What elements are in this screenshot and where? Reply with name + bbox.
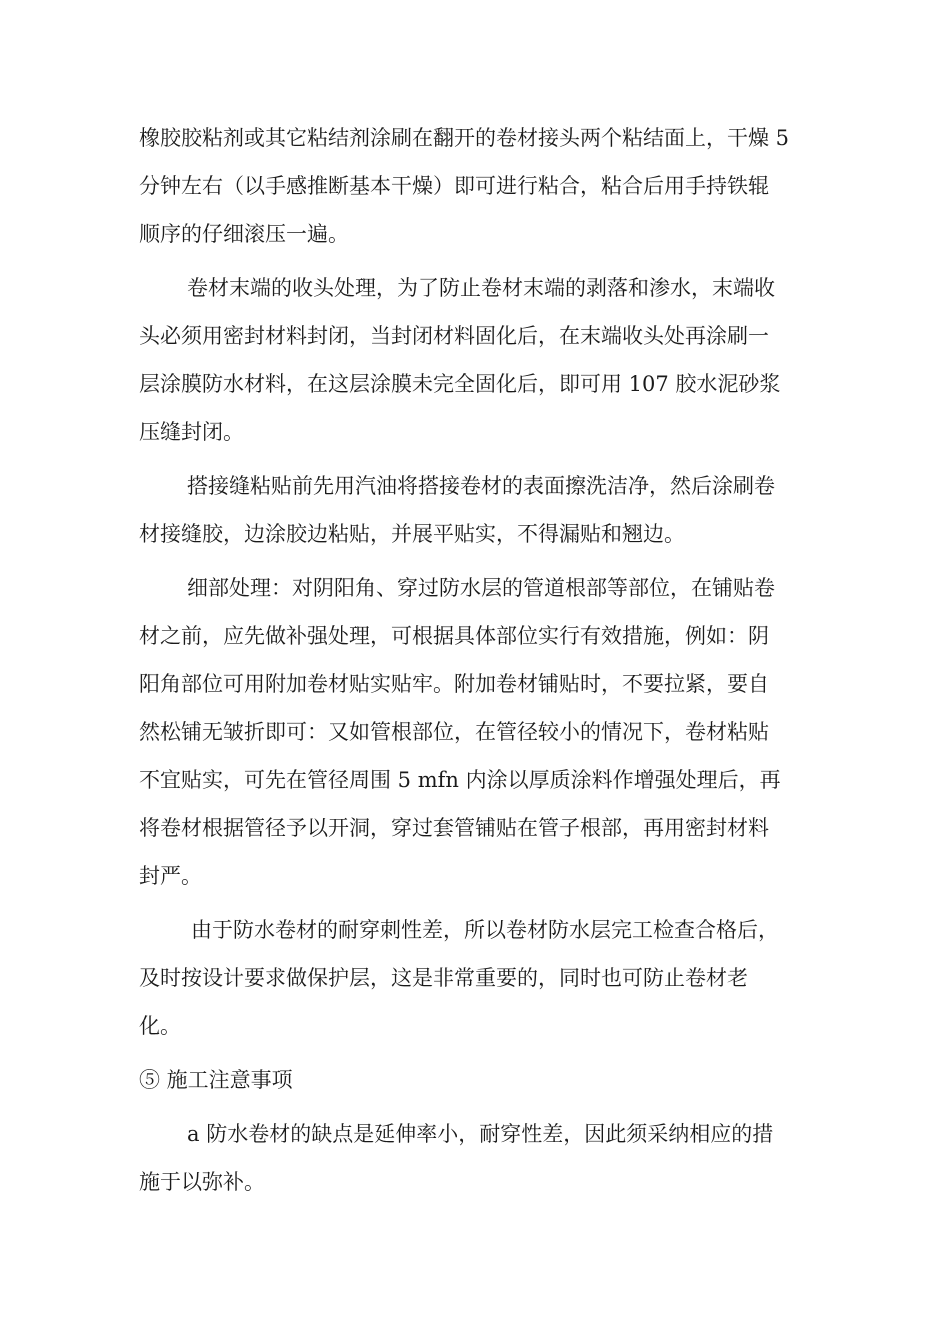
paragraph-line: 分钟左右（以手感推断基本干燥）即可进行粘合，粘合后用手持铁辊 xyxy=(139,174,769,198)
paragraph-line: 橡胶胶粘剂或其它粘结剂涂刷在翻开的卷材接头两个粘结面上，干燥 5 xyxy=(139,126,790,150)
paragraph-seam-bonding xyxy=(139,470,829,566)
paragraph-line: 施于以弥补。 xyxy=(139,1170,265,1194)
paragraph-line: 细部处理：对阴阳角、穿过防水层的管道根部等部位，在铺贴卷 xyxy=(187,576,775,600)
section-heading: ⑤ 施工注意事项 xyxy=(139,1068,293,1092)
paragraph-line: 材之前，应先做补强处理，可根据具体部位实行有效措施，例如：阴 xyxy=(139,624,769,648)
paragraph-line: 不宜贴实，可先在管径周围 5 mfn 内涂以厚质涂料作增强处理后，再 xyxy=(139,768,781,792)
paragraph-line: 卷材末端的收头处理，为了防止卷材末端的剥落和渗水，末端收 xyxy=(187,276,775,300)
paragraph-line: 层涂膜防水材料，在这层涂膜未完全固化后，即可用 107 胶水泥砂浆 xyxy=(139,372,781,396)
paragraph-line: 阳角部位可用附加卷材贴实贴牢。附加卷材铺贴时，不要拉紧，要自 xyxy=(139,672,769,696)
paragraph-detail-treatment xyxy=(139,572,829,908)
document-body xyxy=(139,122,829,1214)
paragraph-adhesive xyxy=(139,122,829,266)
paragraph-line: 材接缝胶，边涂胶边粘贴，并展平贴实，不得漏贴和翘边。 xyxy=(139,522,685,546)
paragraph-line: 及时按设计要求做保护层，这是非常重要的，同时也可防止卷材老 xyxy=(139,966,748,990)
paragraph-line: 头必须用密封材料封闭，当封闭材料固化后，在末端收头处再涂刷一 xyxy=(139,324,769,348)
paragraph-line: a 防水卷材的缺点是延伸率小，耐穿性差，因此须采纳相应的措 xyxy=(187,1122,774,1146)
paragraph-line: 化。 xyxy=(139,1014,181,1038)
paragraph-end-treatment xyxy=(139,272,829,464)
paragraph-line: 然松铺无皱折即可：又如管根部位，在管径较小的情况下，卷材粘贴 xyxy=(139,720,769,744)
paragraph-line: 搭接缝粘贴前先用汽油将搭接卷材的表面擦洗洁净，然后涂刷卷 xyxy=(187,474,775,498)
paragraph-protection-layer xyxy=(139,914,829,1058)
paragraph-line: 压缝封闭。 xyxy=(139,420,244,444)
paragraph-line: 将卷材根据管径予以开洞，穿过套管铺贴在管子根部，再用密封材料 xyxy=(139,816,769,840)
paragraph-line: 顺序的仔细滚压一遍。 xyxy=(139,222,349,246)
paragraph-line: 封严。 xyxy=(139,864,202,888)
paragraph-line: 由于防水卷材的耐穿刺性差，所以卷材防水层完工检查合格后， xyxy=(191,918,779,942)
paragraph-precautions xyxy=(139,1118,829,1214)
